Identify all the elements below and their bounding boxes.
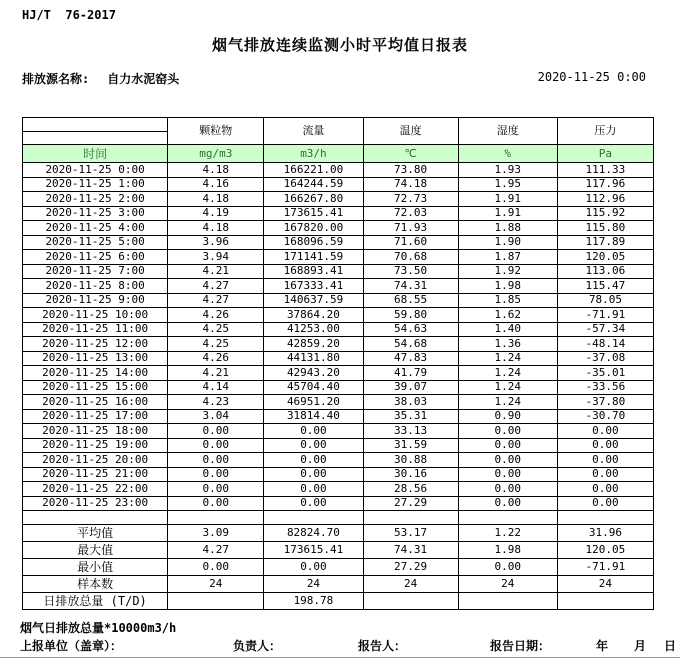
cell-value: 115.47 <box>557 279 653 294</box>
cell-value: -35.01 <box>557 366 653 381</box>
cell-value: 0.00 <box>557 453 653 468</box>
cell-value: 164244.59 <box>264 177 363 192</box>
cell-value: 54.68 <box>363 337 458 352</box>
cell-value: 41253.00 <box>264 322 363 337</box>
cell-value: 171141.59 <box>264 250 363 265</box>
cell-value: 0.00 <box>557 482 653 497</box>
table-row <box>23 453 654 468</box>
cell-value: 1.24 <box>458 395 557 410</box>
cell-value: 166221.00 <box>264 163 363 178</box>
cell-value: 112.96 <box>557 192 653 207</box>
row-time: 2020-11-25 22:00 <box>23 482 168 497</box>
col-header-humidity: 湿度 <box>458 118 557 145</box>
summary-label: 日排放总量 (T/D) <box>23 593 168 610</box>
cell-value: 38.03 <box>363 395 458 410</box>
table-row <box>23 366 654 381</box>
time-header-upper-cell <box>23 118 168 132</box>
cell-value: 0.00 <box>168 453 264 468</box>
table-row <box>23 438 654 453</box>
cell-value: 117.89 <box>557 235 653 250</box>
row-time: 2020-11-25 14:00 <box>23 366 168 381</box>
row-time: 2020-11-25 4:00 <box>23 221 168 236</box>
cell-value: 47.83 <box>363 351 458 366</box>
cell-value: 0.00 <box>264 559 363 576</box>
cell-value: 1.95 <box>458 177 557 192</box>
row-time: 2020-11-25 10:00 <box>23 308 168 323</box>
cell-value: 1.40 <box>458 322 557 337</box>
table-row <box>23 250 654 265</box>
cell-value: 82824.70 <box>264 525 363 542</box>
row-time: 2020-11-25 0:00 <box>23 163 168 178</box>
responsible-label: 负责人： <box>233 639 282 653</box>
summary-body <box>23 525 654 610</box>
reporter-label: 报告人： <box>358 639 407 653</box>
row-time: 2020-11-25 9:00 <box>23 293 168 308</box>
units-row <box>23 145 654 163</box>
cell-value: 0.00 <box>557 496 653 511</box>
cell-value: 0.00 <box>264 482 363 497</box>
cell-value: -37.80 <box>557 395 653 410</box>
cell-value: 73.80 <box>363 163 458 178</box>
cell-value: 0.00 <box>264 424 363 439</box>
table-row <box>23 221 654 236</box>
report-date-label: 报告日期： <box>490 639 551 653</box>
flow-total-note: 烟气日排放总量*10000m3/h <box>20 621 177 635</box>
cell-value: 1.87 <box>458 250 557 265</box>
cell-value: 4.21 <box>168 366 264 381</box>
cell-value: 120.05 <box>557 250 653 265</box>
cell-value: 0.00 <box>458 559 557 576</box>
table-row <box>23 279 654 294</box>
cell-value: 0.00 <box>557 424 653 439</box>
row-time: 2020-11-25 6:00 <box>23 250 168 265</box>
table-row <box>23 308 654 323</box>
col-header-flow: 流量 <box>264 118 363 145</box>
spacer-row <box>23 511 654 525</box>
cell-value: 168096.59 <box>264 235 363 250</box>
cell-value: -71.91 <box>557 559 653 576</box>
table-header <box>23 118 654 163</box>
cell-value: 33.13 <box>363 424 458 439</box>
col-header-temperature: 温度 <box>363 118 458 145</box>
unit-temperature: ℃ <box>363 145 458 163</box>
cell-value: 0.00 <box>264 467 363 482</box>
cell-value: 71.93 <box>363 221 458 236</box>
cell-value: -30.70 <box>557 409 653 424</box>
table-row <box>23 351 654 366</box>
cell-value: 140637.59 <box>264 293 363 308</box>
cell-value: 28.56 <box>363 482 458 497</box>
cell-value: 4.27 <box>168 542 264 559</box>
cell-value: 53.17 <box>363 525 458 542</box>
cell-value: 45704.40 <box>264 380 363 395</box>
cell-value: 4.25 <box>168 322 264 337</box>
table-row <box>23 264 654 279</box>
cell-value: 1.91 <box>458 192 557 207</box>
cell-value: 0.00 <box>458 438 557 453</box>
row-time: 2020-11-25 19:00 <box>23 438 168 453</box>
cell-value: 74.31 <box>363 542 458 559</box>
table-row <box>23 395 654 410</box>
standard-number: HJ/T 76-2017 <box>22 8 116 22</box>
cell-value: 72.03 <box>363 206 458 221</box>
cell-value: 198.78 <box>264 593 363 610</box>
cell-value: 74.18 <box>363 177 458 192</box>
cell-value: 120.05 <box>557 542 653 559</box>
table-row <box>23 424 654 439</box>
cell-value: 0.00 <box>168 467 264 482</box>
row-time: 2020-11-25 1:00 <box>23 177 168 192</box>
cell-value: 4.21 <box>168 264 264 279</box>
time-header-lower-cell <box>23 131 168 145</box>
cell-value: 1.85 <box>458 293 557 308</box>
cell-value: 1.93 <box>458 163 557 178</box>
table-row <box>23 322 654 337</box>
table-row <box>23 467 654 482</box>
cell-value: 37864.20 <box>264 308 363 323</box>
cell-value: 35.31 <box>363 409 458 424</box>
table-row <box>23 235 654 250</box>
cell-value: 173615.41 <box>264 542 363 559</box>
row-time: 2020-11-25 16:00 <box>23 395 168 410</box>
row-time: 2020-11-25 20:00 <box>23 453 168 468</box>
cell-value: 1.62 <box>458 308 557 323</box>
unit-pressure: Pa <box>557 145 653 163</box>
row-time: 2020-11-25 13:00 <box>23 351 168 366</box>
cell-value: 24 <box>458 576 557 593</box>
unit-humidity: % <box>458 145 557 163</box>
cell-value: 46951.20 <box>264 395 363 410</box>
cell-value: 1.36 <box>458 337 557 352</box>
cell-value: 173615.41 <box>264 206 363 221</box>
cell-value <box>458 593 557 610</box>
window-bottom-edge <box>0 657 680 658</box>
cell-value: 166267.80 <box>264 192 363 207</box>
cell-value: 30.88 <box>363 453 458 468</box>
summary-label: 最大值 <box>23 542 168 559</box>
cell-value: 73.50 <box>363 264 458 279</box>
cell-value: 3.96 <box>168 235 264 250</box>
cell-value: 27.29 <box>363 496 458 511</box>
cell-value: 1.90 <box>458 235 557 250</box>
cell-value: 31.96 <box>557 525 653 542</box>
cell-value: 78.05 <box>557 293 653 308</box>
cell-value: 0.00 <box>264 496 363 511</box>
cell-value: 1.88 <box>458 221 557 236</box>
cell-value: 0.00 <box>458 482 557 497</box>
cell-value: 72.73 <box>363 192 458 207</box>
cell-value: 0.00 <box>168 482 264 497</box>
year-label: 年 <box>596 639 609 653</box>
table-row <box>23 177 654 192</box>
row-time: 2020-11-25 21:00 <box>23 467 168 482</box>
row-time: 2020-11-25 23:00 <box>23 496 168 511</box>
report-datetime: 2020-11-25 0:00 <box>537 70 646 84</box>
cell-value: 0.90 <box>458 409 557 424</box>
cell-value: 1.98 <box>458 542 557 559</box>
cell-value: 115.92 <box>557 206 653 221</box>
spacer-body <box>23 511 654 525</box>
cell-value: 4.18 <box>168 163 264 178</box>
page-title: 烟气排放连续监测小时平均值日报表 <box>211 36 468 54</box>
cell-value: 1.24 <box>458 351 557 366</box>
table-row <box>23 380 654 395</box>
row-time: 2020-11-25 7:00 <box>23 264 168 279</box>
row-time: 2020-11-25 18:00 <box>23 424 168 439</box>
table-row <box>23 542 654 559</box>
cell-value: 167333.41 <box>264 279 363 294</box>
cell-value: -33.56 <box>557 380 653 395</box>
cell-value: -48.14 <box>557 337 653 352</box>
month-label: 月 <box>634 639 647 653</box>
cell-value: 1.91 <box>458 206 557 221</box>
table-row <box>23 409 654 424</box>
cell-value <box>557 593 653 610</box>
cell-value: 0.00 <box>458 453 557 468</box>
row-time: 2020-11-25 11:00 <box>23 322 168 337</box>
cell-value: 0.00 <box>458 424 557 439</box>
cell-value: 42859.20 <box>264 337 363 352</box>
table-row <box>23 337 654 352</box>
row-time: 2020-11-25 8:00 <box>23 279 168 294</box>
source-label: 排放源名称: <box>22 72 90 86</box>
cell-value: -71.91 <box>557 308 653 323</box>
cell-value: 117.96 <box>557 177 653 192</box>
row-time: 2020-11-25 15:00 <box>23 380 168 395</box>
report-unit-label: 上报单位（盖章）： <box>20 639 123 653</box>
unit-flow: m3/h <box>264 145 363 163</box>
table-row <box>23 525 654 542</box>
cell-value: 3.09 <box>168 525 264 542</box>
cell-value: 24 <box>168 576 264 593</box>
cell-value: 39.07 <box>363 380 458 395</box>
cell-value: 4.27 <box>168 279 264 294</box>
cell-value: 111.33 <box>557 163 653 178</box>
cell-value: 4.26 <box>168 351 264 366</box>
cell-value: 30.16 <box>363 467 458 482</box>
hourly-data-body <box>23 163 654 511</box>
table-row <box>23 576 654 593</box>
cell-value: 4.19 <box>168 206 264 221</box>
row-time: 2020-11-25 12:00 <box>23 337 168 352</box>
time-header: 时间 <box>23 145 168 163</box>
cell-value: 4.27 <box>168 293 264 308</box>
row-time: 2020-11-25 17:00 <box>23 409 168 424</box>
cell-value: 4.25 <box>168 337 264 352</box>
emission-source <box>22 70 179 87</box>
summary-label: 平均值 <box>23 525 168 542</box>
table-row <box>23 192 654 207</box>
cell-value: 0.00 <box>168 496 264 511</box>
cell-value: 70.68 <box>363 250 458 265</box>
cell-value: 44131.80 <box>264 351 363 366</box>
source-name: 自力水泥窑头 <box>107 72 180 86</box>
col-header-particulate: 颗粒物 <box>168 118 264 145</box>
table-row <box>23 482 654 497</box>
summary-label: 样本数 <box>23 576 168 593</box>
table-row <box>23 593 654 610</box>
cell-value: 31.59 <box>363 438 458 453</box>
row-time: 2020-11-25 5:00 <box>23 235 168 250</box>
cell-value: 4.23 <box>168 395 264 410</box>
cell-value: 168893.41 <box>264 264 363 279</box>
cell-value: 1.24 <box>458 380 557 395</box>
cell-value: 0.00 <box>557 467 653 482</box>
cell-value: 4.18 <box>168 192 264 207</box>
summary-label: 最小值 <box>23 559 168 576</box>
table-row <box>23 496 654 511</box>
row-time: 2020-11-25 3:00 <box>23 206 168 221</box>
cell-value: 4.16 <box>168 177 264 192</box>
cell-value: 1.92 <box>458 264 557 279</box>
cell-value: 0.00 <box>168 438 264 453</box>
cell-value: 54.63 <box>363 322 458 337</box>
cell-value: 0.00 <box>458 467 557 482</box>
cell-value: 24 <box>363 576 458 593</box>
cell-value: 27.29 <box>363 559 458 576</box>
table-row <box>23 163 654 178</box>
cell-value: 71.60 <box>363 235 458 250</box>
cell-value: -57.34 <box>557 322 653 337</box>
cell-value: 0.00 <box>264 453 363 468</box>
unit-particulate: mg/m3 <box>168 145 264 163</box>
row-time: 2020-11-25 2:00 <box>23 192 168 207</box>
cell-value <box>363 593 458 610</box>
cell-value: 4.26 <box>168 308 264 323</box>
cell-value <box>168 593 264 610</box>
cell-value: 4.18 <box>168 221 264 236</box>
cell-value: 41.79 <box>363 366 458 381</box>
cell-value: 0.00 <box>168 424 264 439</box>
cell-value: 74.31 <box>363 279 458 294</box>
table-row <box>23 559 654 576</box>
cell-value: 113.06 <box>557 264 653 279</box>
cell-value: 42943.20 <box>264 366 363 381</box>
table-row <box>23 206 654 221</box>
cell-value: -37.08 <box>557 351 653 366</box>
cell-value: 24 <box>557 576 653 593</box>
cell-value: 1.22 <box>458 525 557 542</box>
cell-value: 115.80 <box>557 221 653 236</box>
cell-value: 0.00 <box>168 559 264 576</box>
col-header-pressure: 压力 <box>557 118 653 145</box>
table-row <box>23 293 654 308</box>
cell-value: 68.55 <box>363 293 458 308</box>
cell-value: 1.98 <box>458 279 557 294</box>
cell-value: 4.14 <box>168 380 264 395</box>
cell-value: 0.00 <box>557 438 653 453</box>
cell-value: 0.00 <box>458 496 557 511</box>
cell-value: 0.00 <box>264 438 363 453</box>
cell-value: 3.94 <box>168 250 264 265</box>
cell-value: 167820.00 <box>264 221 363 236</box>
cell-value: 24 <box>264 576 363 593</box>
cell-value: 3.04 <box>168 409 264 424</box>
header-row-top <box>23 118 654 132</box>
cell-value: 59.80 <box>363 308 458 323</box>
cell-value: 31814.40 <box>264 409 363 424</box>
cell-value: 1.24 <box>458 366 557 381</box>
monitoring-table <box>22 117 654 610</box>
day-label: 日 <box>664 639 677 653</box>
